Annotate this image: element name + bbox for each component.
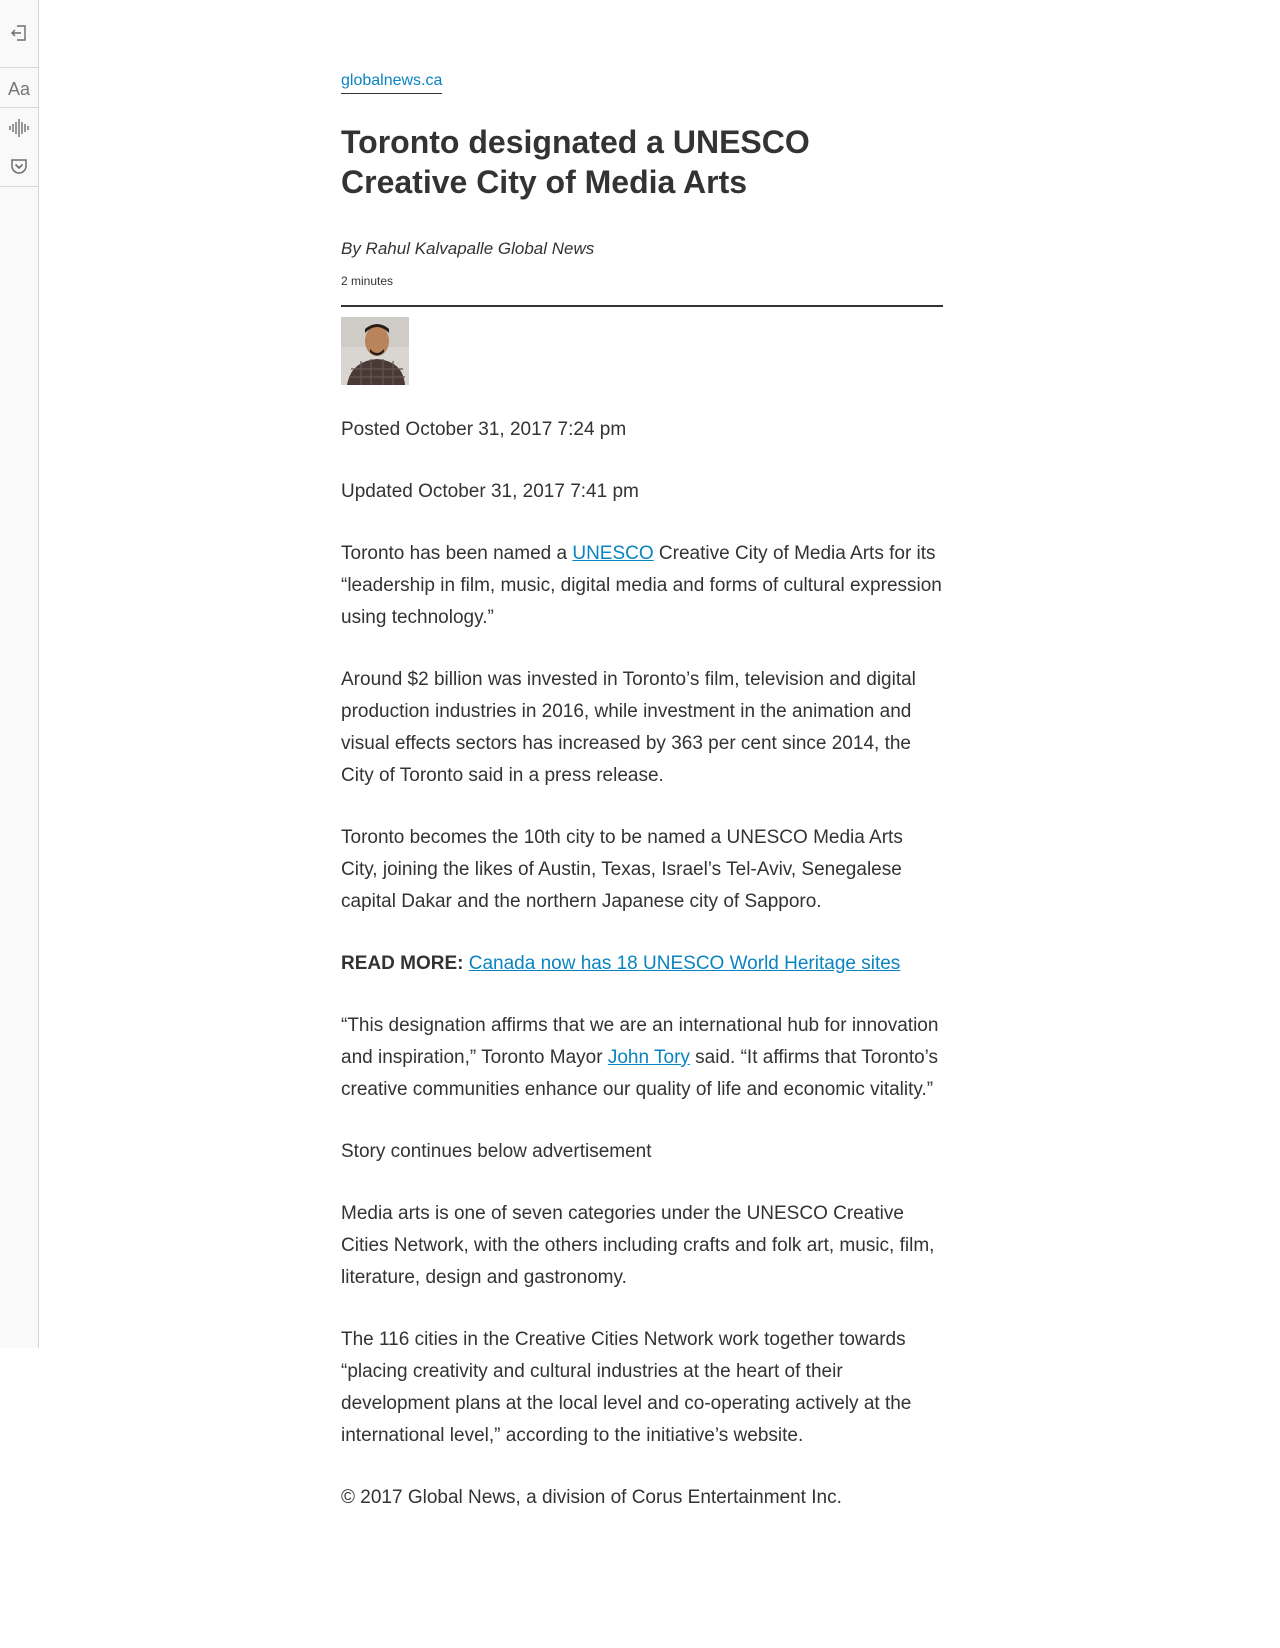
close-reader-icon bbox=[9, 23, 29, 43]
paragraph-2: Around $2 billion was invested in Toronto’s film, television and digital production industries in 2016, while investment in the animation and visual effects sectors has increased by 363 per cent since 2014, the City of Toronto said in a press release. bbox=[341, 669, 916, 786]
toolbar-divider bbox=[0, 107, 38, 108]
paragraph-3: Toronto becomes the 10th city to be named a UNESCO Media Arts City, joining the likes of Austin, Texas, Israel’s Tel-Aviv, Senegalese capital Dakar and the northern Japanese city of Sapporo. bbox=[341, 827, 903, 912]
paragraph-text: Creative City of Media Arts for its “leadership in film, music, digital media and forms of cultural expression using technology.” bbox=[341, 543, 942, 628]
read-more-label: READ MORE: bbox=[341, 953, 464, 974]
article-byline: By Rahul Kalvapalle Global News bbox=[341, 239, 595, 258]
narrate-button[interactable] bbox=[0, 109, 38, 147]
toolbar-divider bbox=[0, 186, 38, 187]
paragraph-text: Toronto has been named a bbox=[341, 543, 573, 564]
reader-toolbar bbox=[0, 0, 39, 1348]
read-more bbox=[341, 948, 943, 980]
paragraph-5: Media arts is one of seven categories under the UNESCO Creative Cities Network, with the others including crafts and folk art, music, film, literature, design and gastronomy. bbox=[341, 1203, 935, 1288]
toolbar-divider bbox=[0, 67, 38, 68]
story-continues-note: Story continues below advertisement bbox=[341, 1141, 652, 1162]
author-avatar bbox=[341, 317, 409, 385]
paragraph-text: “This designation affirms that we are an international hub for innovation and inspiration,” Toronto Mayor bbox=[341, 1015, 939, 1068]
close-reader-button[interactable] bbox=[0, 14, 38, 52]
type-controls-label: Aa bbox=[7, 78, 31, 99]
updated-date: Updated October 31, 2017 7:41 pm bbox=[341, 481, 639, 502]
article-body bbox=[341, 414, 943, 1544]
narrate-icon bbox=[8, 118, 30, 138]
pocket-button[interactable] bbox=[0, 147, 38, 185]
pocket-icon bbox=[9, 156, 29, 176]
paragraph-6: The 116 cities in the Creative Cities Network work together towards “placing creativity and cultural industries at the heart of their development plans at the local level and co-operating actively at the international level,” according to the initiative’s website. bbox=[341, 1329, 912, 1446]
header-divider bbox=[341, 305, 943, 307]
type-controls-button[interactable] bbox=[0, 70, 38, 108]
paragraph-4 bbox=[341, 1010, 943, 1106]
unesco-link[interactable]: UNESCO bbox=[572, 543, 654, 564]
copyright-notice: © 2017 Global News, a division of Corus Entertainment Inc. bbox=[341, 1487, 842, 1508]
article-domain-link[interactable]: globalnews.ca bbox=[341, 72, 442, 94]
paragraph-text: said. “It affirms that Toronto’s creative communities enhance our quality of life and economic vitality.” bbox=[341, 1047, 939, 1100]
read-more-link[interactable]: Canada now has 18 UNESCO World Heritage sites bbox=[468, 953, 901, 974]
reading-time: 2 minutes bbox=[341, 274, 394, 288]
article-title: Toronto designated a UNESCO Creative City of Media Arts bbox=[341, 124, 810, 200]
john-tory-link[interactable]: John Tory bbox=[607, 1047, 690, 1068]
paragraph-1 bbox=[341, 538, 943, 634]
posted-date: Posted October 31, 2017 7:24 pm bbox=[341, 419, 627, 440]
